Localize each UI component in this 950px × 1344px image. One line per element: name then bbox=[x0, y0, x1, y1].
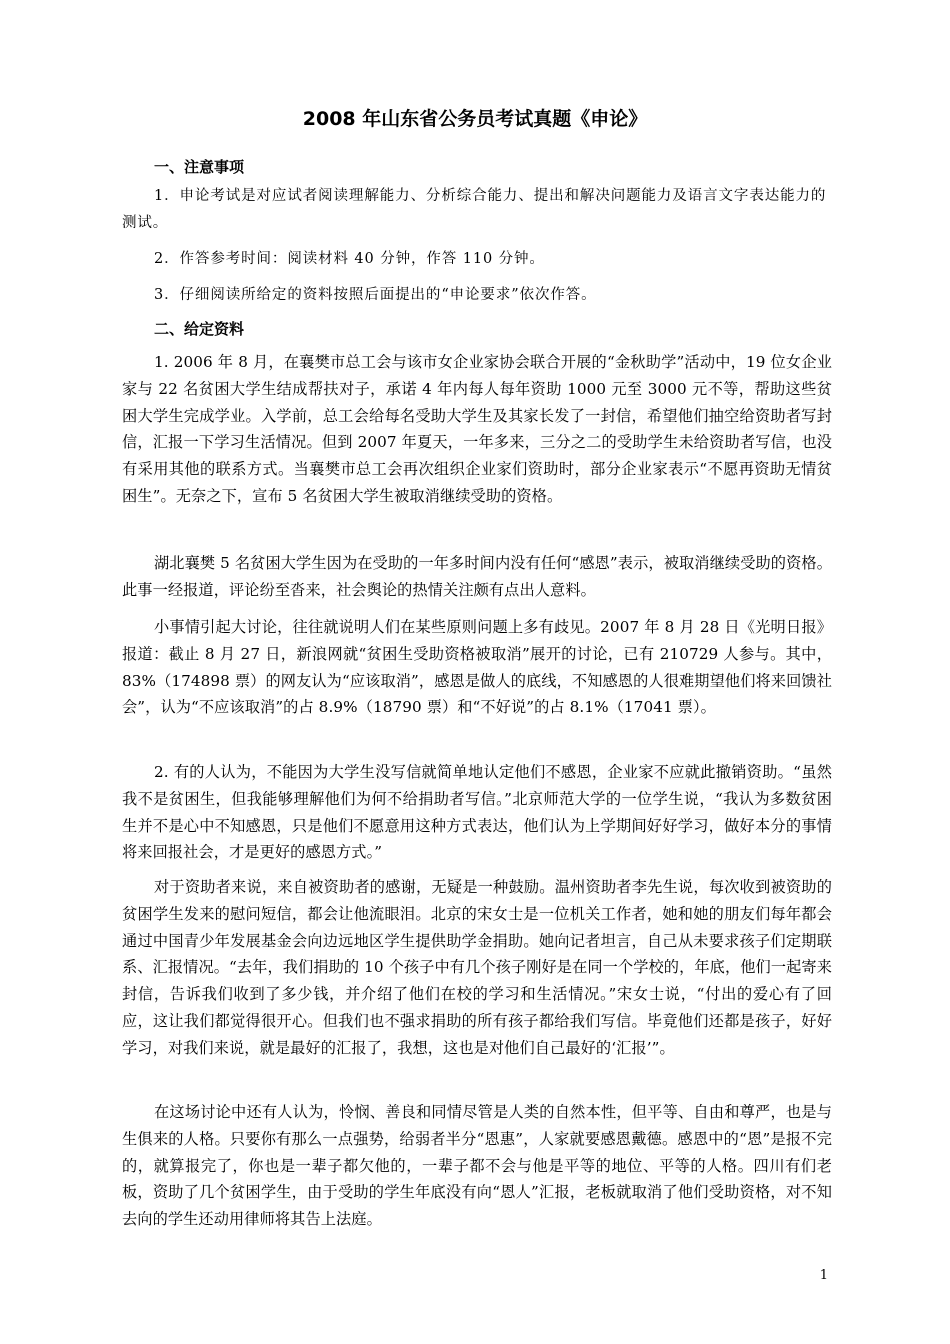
notice-item-1: 1．申论考试是对应试者阅读理解能力、分析综合能力、提出和解决问题能力及语言文字表达能力的测试。 bbox=[122, 188, 827, 231]
material-paragraph-5: 对于资助者来说，来自被资助者的感谢，无疑是一种鼓励。温州资助者李先生说，每次收到被资助的贫困学生发来的慰问短信，都会让他流眼泪。北京的宋女士是一位机关工作者，她和她的朋友们每年都会通过中国青少年发展基金会向边远地区学生提供助学金捐助。她向记者坦言，自己从未要求孩子们定期联系、汇报情况。“去年，我们捐助的 10 个孩子中有几个孩子刚好是在同一个学校的，年底，他们一起寄来封信，告诉我们收到了多少钱，并介绍了他们在校的学习和生活情况。”宋女士说，“付出的爱心有了回应，这让我们都觉得很开心。但我们也不强求捐助的所有孩子都给我们写信。毕竟他们还都是孩子，好好学习，对我们来说，就是最好的汇报了，我想，这也是对他们自己最好的‘汇报’”。 bbox=[122, 878, 832, 1057]
material-paragraph-1: 1. 2006 年 8 月，在襄樊市总工会与该市女企业家协会联合开展的“金秋助学”活动中，19 位女企业家与 22 名贫困大学生结成帮扶对子，承诺 4 年内每人每年资助 1000 元至 3000 元不等，帮助这些贫困大学生完成学业。入学前，总工会给每名受助大学生及其家长发了一封信，希望他们抽空给资助者写封信，汇报一下学习生活情况。但到 2007 年夏天，一年多来，三分之二的受助学生未给资助者写信，也没有采用其他的联系方式。当襄樊市总工会再次组织企业家们资助时，部分企业家表示“不愿再资助无情贫困生”。无奈之下，宣布 5 名贫困大学生被取消继续受助的资格。 bbox=[122, 353, 832, 505]
material-paragraph-4: 2. 有的人认为，不能因为大学生没写信就简单地认定他们不感恩，企业家不应就此撤销资助。“虽然我不是贫困生，但我能够理解他们为何不给捐助者写信。”北京师范大学的一位学生说，“我认为多数贫困生并不是心中不知感恩，只是他们不愿意用这种方式表达，他们认为上学期间好好学习，做好本分的事情将来回报社会，才是更好的感恩方式。” bbox=[122, 763, 832, 862]
material-paragraph-3: 小事情引起大讨论，往往就说明人们在某些原则问题上多有歧见。2007 年 8 月 28 日《光明日报》报道：截止 8 月 27 日，新浪网就“贫困生受助资格被取消”展开的讨论，已有 210729 人参与。其中，83%（174898 票）的网友认为“应该取消”，感恩是做人的底线，不知感恩的人很难期望他们将来回馈社会”，认为“不应该取消”的占 8.9%（18790 票）和“不好说”的占 8.1%（17041 票）。 bbox=[122, 618, 832, 717]
section-heading-notice: 一、注意事项 bbox=[154, 158, 245, 176]
page-number: 1 bbox=[819, 1268, 828, 1283]
document-title: 2008 年山东省公务员考试真题《申论》 bbox=[302, 108, 648, 130]
material-paragraph-2: 湖北襄樊 5 名贫困大学生因为在受助的一年多时间内没有任何“感恩”表示，被取消继续受助的资格。此事一经报道，评论纷至沓来，社会舆论的热情关注颇有点出人意料。 bbox=[122, 554, 832, 599]
material-paragraph-6: 在这场讨论中还有人认为，怜悯、善良和同情尽管是人类的自然本性，但平等、自由和尊严，也是与生俱来的人格。只要你有那么一点强势，给弱者半分“恩惠”，人家就要感恩戴德。感恩中的“恩”是报不完的，就算报完了，你也是一辈子都欠他的，一辈子都不会与他是平等的地位、平等的人格。四川有们老板，资助了几个贫困学生，由于受助的学生年底没有向“恩人”汇报，老板就取消了他们受助资格，对不知去向的学生还动用律师将其告上法庭。 bbox=[122, 1103, 832, 1229]
section-heading-materials: 二、给定资料 bbox=[154, 320, 245, 338]
notice-item-3: 3．仔细阅读所给定的资料按照后面提出的“申论要求”依次作答。 bbox=[154, 287, 597, 303]
notice-item-2: 2．作答参考时间：阅读材料 40 分钟，作答 110 分钟。 bbox=[154, 251, 545, 267]
